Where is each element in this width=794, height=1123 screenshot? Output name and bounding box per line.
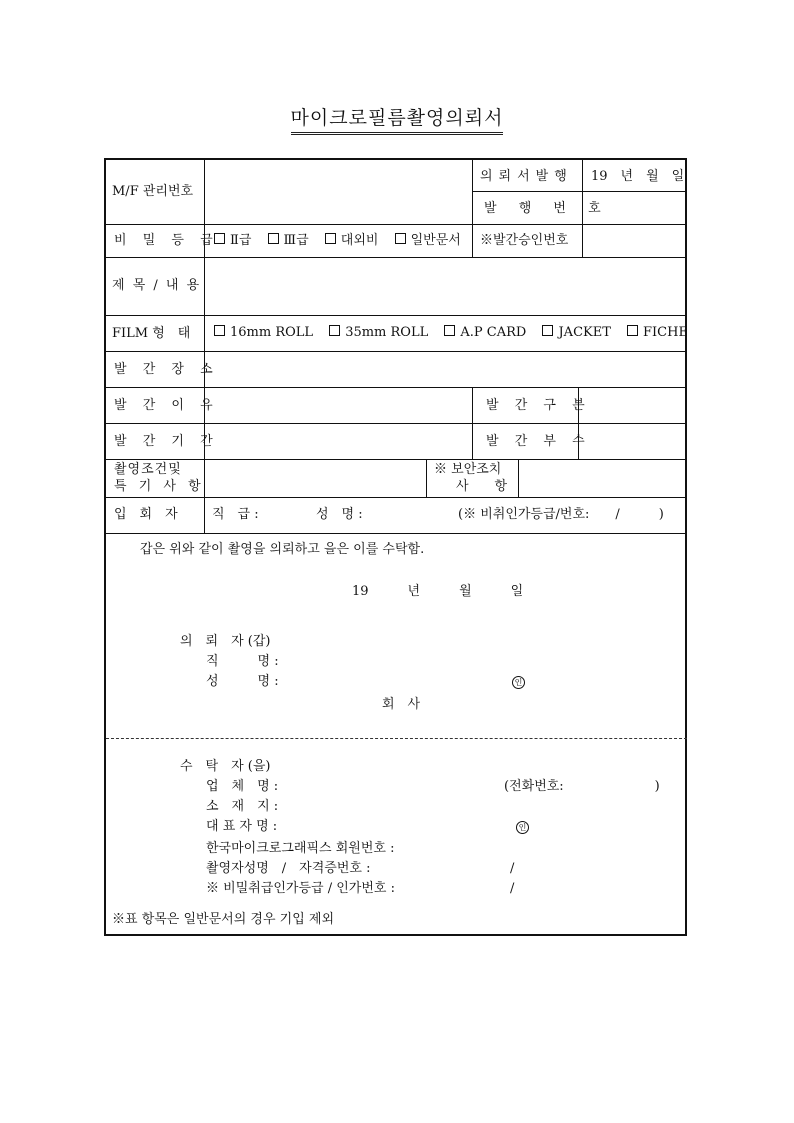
checkbox[interactable] xyxy=(542,325,553,336)
attendee-clearance[interactable]: (※ 비취인가등급/번호: / ) xyxy=(458,507,664,522)
mf-number-label: M/F 관리번호 xyxy=(112,184,194,199)
representative-name[interactable]: 대 표 자 명 : xyxy=(206,819,278,834)
footnote: ※표 항목은 일반문서의 경우 기입 제외 xyxy=(112,912,335,927)
seal-icon: 인 xyxy=(516,821,529,834)
checkbox[interactable] xyxy=(214,233,225,244)
client-seal xyxy=(512,674,525,690)
attendee-name[interactable]: 성 명 : xyxy=(316,507,363,522)
checkbox[interactable] xyxy=(268,233,279,244)
company-label: 회 사 xyxy=(382,697,421,712)
form-title xyxy=(0,103,794,135)
reason-field[interactable] xyxy=(206,390,468,420)
film-option-ap-card[interactable]: A.P CARD xyxy=(444,325,526,340)
request-form xyxy=(104,158,687,936)
grid-line xyxy=(426,459,427,497)
business-phone[interactable]: (전화번호: ) xyxy=(504,779,660,794)
issue-no-field[interactable] xyxy=(584,201,684,217)
clearance-slash: / xyxy=(510,881,515,896)
operator-slash: / xyxy=(510,861,515,876)
grid-line xyxy=(518,459,519,497)
member-number[interactable]: 한국마이크로그래픽스 회원번호 : xyxy=(206,841,395,856)
security-option-general[interactable]: 일반문서 xyxy=(395,233,461,248)
conditions-label-line2: 특 기 사 항 xyxy=(114,479,205,494)
reason-label: 발 간 이 유 xyxy=(114,398,219,413)
mf-number-field[interactable] xyxy=(206,184,466,200)
checkbox[interactable] xyxy=(627,325,638,336)
place-field[interactable] xyxy=(206,354,684,384)
grid-line xyxy=(106,423,687,424)
grid-line xyxy=(106,387,687,388)
film-label: FILM 형 태 xyxy=(112,326,191,341)
grid-line xyxy=(106,497,687,498)
security-option-confidential[interactable]: 대외비 xyxy=(325,233,379,248)
copies-label: 발 간 부 수 xyxy=(486,434,591,449)
grid-line xyxy=(204,160,205,533)
category-field[interactable] xyxy=(580,390,684,420)
checkbox[interactable] xyxy=(444,325,455,336)
approval-label: ※발간승인번호 xyxy=(480,233,569,248)
security-options xyxy=(214,233,473,249)
business-name[interactable]: 업 체 명 : xyxy=(206,779,279,794)
checkbox[interactable] xyxy=(214,325,225,336)
conditions-field[interactable] xyxy=(206,462,422,494)
grid-line xyxy=(106,224,687,225)
period-field[interactable] xyxy=(206,426,468,456)
film-option-35mm[interactable]: 35mm ROLL xyxy=(329,325,428,340)
issue-label: 의뢰서발행 xyxy=(480,169,573,184)
grid-line xyxy=(106,351,687,352)
clearance-info[interactable]: ※ 비밀취급인가등급 / 인가번호 : xyxy=(206,881,395,896)
film-options xyxy=(214,325,700,341)
security-measure-line2: 사 항 xyxy=(456,479,508,494)
conditions-label-line1: 촬영조건및 xyxy=(114,462,182,477)
film-option-fiche[interactable]: FICHE xyxy=(627,325,688,340)
grid-line xyxy=(106,533,687,534)
security-label: 비 밀 등 급 xyxy=(114,233,219,248)
copies-field[interactable] xyxy=(580,426,684,456)
category-label: 발 간 구 분 xyxy=(486,398,591,413)
place-label: 발 간 장 소 xyxy=(114,362,219,377)
dashed-divider xyxy=(106,738,687,739)
film-option-jacket[interactable]: JACKET xyxy=(542,325,610,340)
operator-info[interactable]: 촬영자성명 / 자격증번호 : xyxy=(206,861,371,876)
issue-no-label: 발 행 번 호 xyxy=(484,201,610,216)
period-label: 발 간 기 간 xyxy=(114,434,219,449)
attendee-rank[interactable]: 직 급 : xyxy=(212,507,259,522)
checkbox[interactable] xyxy=(325,233,336,244)
agreement-date[interactable]: 19 년 월 일 xyxy=(352,584,524,599)
grid-line xyxy=(106,315,687,316)
agreement-statement: 갑은 위와 같이 촬영을 의뢰하고 을은 이를 수탁함. xyxy=(140,542,425,557)
grid-line xyxy=(472,191,687,192)
business-address[interactable]: 소 재 지 : xyxy=(206,799,279,814)
checkbox[interactable] xyxy=(329,325,340,336)
contractor-title: 수 탁 자 (을) xyxy=(180,759,271,774)
representative-seal xyxy=(516,819,529,835)
subject-label: 제 목 / 내 용 xyxy=(112,278,202,293)
grid-line xyxy=(106,459,687,460)
attendee-label: 입 회 자 xyxy=(114,507,178,522)
security-option-2[interactable]: Ⅱ급 xyxy=(214,233,251,248)
client-name[interactable]: 성 명 : xyxy=(206,674,279,689)
client-rank[interactable]: 직 명 : xyxy=(206,654,279,669)
grid-line xyxy=(472,387,473,459)
security-option-3[interactable]: Ⅲ급 xyxy=(268,233,309,248)
form-title-text: 마이크로필름촬영의뢰서 xyxy=(291,103,504,135)
security-measure-field[interactable] xyxy=(520,462,684,494)
issue-date[interactable]: 19 년 월 일 xyxy=(591,169,685,184)
grid-line xyxy=(106,257,687,258)
subject-field[interactable] xyxy=(206,260,684,312)
seal-icon: 인 xyxy=(512,676,525,689)
client-title: 의 뢰 자 (갑) xyxy=(180,634,271,649)
checkbox[interactable] xyxy=(395,233,406,244)
film-option-16mm[interactable]: 16mm ROLL xyxy=(214,325,313,340)
security-measure-line1: ※ 보안조치 xyxy=(434,462,502,477)
